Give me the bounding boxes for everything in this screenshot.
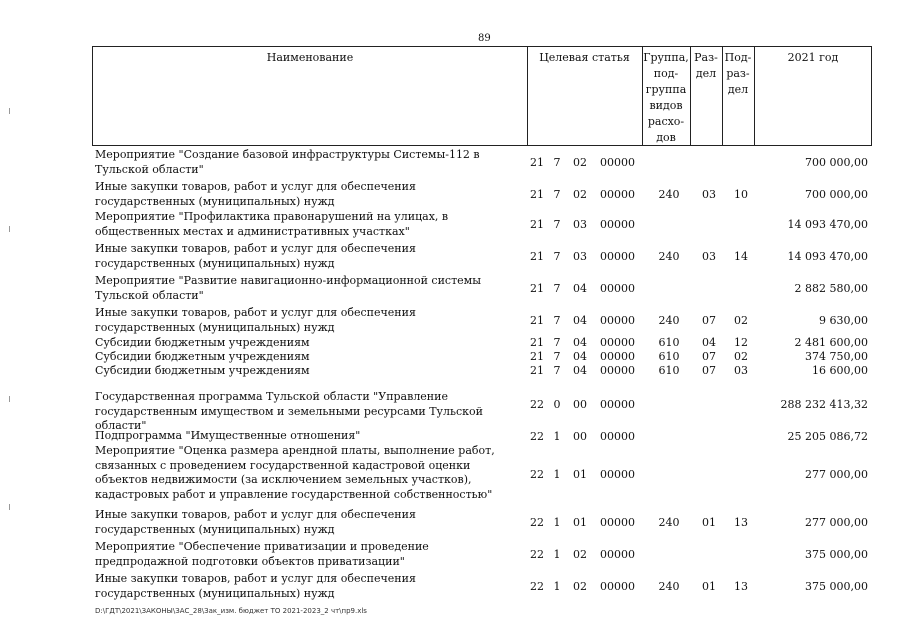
row-amount: 288 232 413,32	[780, 398, 868, 411]
row-amount: 14 093 470,00	[787, 218, 868, 231]
header-section: Раз- дел	[694, 51, 718, 80]
row-code-sec: 03	[702, 188, 716, 201]
row-code-c1: 21	[530, 314, 544, 327]
row-amount: 14 093 470,00	[787, 250, 868, 263]
row-amount: 375 000,00	[805, 580, 868, 593]
row-code-c3: 03	[573, 250, 587, 263]
row-code-c2: 7	[553, 314, 561, 327]
row-code-sec: 01	[702, 580, 716, 593]
row-code-c1: 21	[530, 282, 544, 295]
row-name: Мероприятие "Оценка размера арендной платы, выполнение работ, связанных с проведением государственной кадастровой оценки объектов недвижимости (за исключением земельных участков), кадастровых работ и управление государственной собственностью"	[95, 444, 495, 501]
row-code-c1: 22	[530, 398, 544, 411]
row-code-c2: 7	[553, 282, 561, 295]
row-name: Иные закупки товаров, работ и услуг для обеспечения государственных (муниципальных) нужд	[95, 572, 416, 600]
row-code-c3: 04	[573, 336, 587, 349]
row-name: Субсидии бюджетным учреждениям	[95, 364, 310, 377]
header-name: Наименование	[266, 51, 354, 64]
row-code-c4: 00000	[600, 580, 635, 593]
row-code-c2: 7	[553, 250, 561, 263]
margin-mark	[9, 504, 10, 510]
table-row	[95, 350, 870, 364]
row-code-c3: 00	[573, 398, 587, 411]
row-code-c1: 21	[530, 188, 544, 201]
table-row	[95, 180, 870, 210]
header-group: Группа, под- группа видов расхо- дов	[643, 51, 689, 144]
table-row	[95, 242, 870, 272]
row-code-sec: 01	[702, 516, 716, 529]
header-subsection: Под- раз- дел	[724, 51, 752, 96]
table-row	[95, 429, 870, 444]
row-code-sec: 04	[702, 336, 716, 349]
row-name: Иные закупки товаров, работ и услуг для обеспечения государственных (муниципальных) нужд	[95, 508, 416, 536]
table-row	[95, 274, 870, 304]
row-code-sec: 07	[702, 350, 716, 363]
row-code-c3: 04	[573, 350, 587, 363]
row-code-c4: 00000	[600, 398, 635, 411]
row-code-sub: 10	[734, 188, 748, 201]
row-code-c4: 00000	[600, 336, 635, 349]
file-path-footer: D:\ГДТ\2021\ЗАКОНЫ\ЗАС_28\Зак_изм. бюджет ТО 2021-2023_2 чт\пр9.xls	[95, 607, 367, 615]
row-code-c2: 1	[553, 580, 561, 593]
margin-mark	[9, 108, 10, 114]
row-code-grp: 610	[658, 350, 680, 363]
table-row	[95, 210, 870, 240]
page-number: 89	[478, 33, 491, 44]
row-code-c4: 00000	[600, 350, 635, 363]
row-code-c2: 1	[553, 430, 561, 443]
table-row	[95, 444, 870, 506]
row-code-grp: 240	[658, 516, 680, 529]
table-row	[95, 148, 870, 178]
row-code-sec: 07	[702, 364, 716, 377]
row-code-grp: 240	[658, 580, 680, 593]
row-code-c1: 22	[530, 430, 544, 443]
row-name: Мероприятие "Обеспечение приватизации и проведение предпродажной подготовки объектов приватизации"	[95, 540, 429, 568]
row-code-sub: 12	[734, 336, 748, 349]
row-code-c3: 02	[573, 188, 587, 201]
row-name: Иные закупки товаров, работ и услуг для обеспечения государственных (муниципальных) нужд	[95, 242, 416, 270]
row-amount: 700 000,00	[805, 156, 868, 169]
row-amount: 9 630,00	[819, 314, 868, 327]
row-code-c1: 21	[530, 250, 544, 263]
row-code-c3: 02	[573, 580, 587, 593]
row-amount: 700 000,00	[805, 188, 868, 201]
row-amount: 16 600,00	[812, 364, 868, 377]
row-code-c3: 04	[573, 282, 587, 295]
row-code-c2: 7	[553, 364, 561, 377]
row-code-c1: 21	[530, 336, 544, 349]
row-name: Подпрограмма "Имущественные отношения"	[95, 429, 361, 442]
header-year: 2021 год	[787, 51, 839, 64]
row-amount: 277 000,00	[805, 516, 868, 529]
row-name: Мероприятие "Развитие навигационно-информационной системы Тульской области"	[95, 274, 481, 302]
row-code-c3: 03	[573, 218, 587, 231]
row-amount: 375 000,00	[805, 548, 868, 561]
row-code-sub: 14	[734, 250, 748, 263]
row-code-grp: 610	[658, 364, 680, 377]
row-code-c4: 00000	[600, 188, 635, 201]
table-row	[95, 306, 870, 336]
row-code-c2: 7	[553, 218, 561, 231]
row-code-sub: 02	[734, 350, 748, 363]
table-row	[95, 390, 870, 432]
row-code-sub: 03	[734, 364, 748, 377]
row-name: Иные закупки товаров, работ и услуг для обеспечения государственных (муниципальных) нужд	[95, 180, 416, 208]
row-code-c3: 02	[573, 548, 587, 561]
row-code-sub: 13	[734, 516, 748, 529]
row-code-c2: 1	[553, 468, 561, 481]
row-amount: 25 205 086,72	[787, 430, 868, 443]
row-code-c2: 1	[553, 548, 561, 561]
row-code-c3: 00	[573, 430, 587, 443]
row-code-c3: 04	[573, 314, 587, 327]
row-code-sec: 07	[702, 314, 716, 327]
row-code-c3: 02	[573, 156, 587, 169]
table-header	[92, 46, 872, 146]
row-code-c3: 01	[573, 516, 587, 529]
row-code-c4: 00000	[600, 156, 635, 169]
row-code-c4: 00000	[600, 282, 635, 295]
row-code-c2: 7	[553, 350, 561, 363]
row-code-grp: 610	[658, 336, 680, 349]
row-code-c2: 7	[553, 336, 561, 349]
row-code-sec: 03	[702, 250, 716, 263]
table-row	[95, 508, 870, 538]
row-code-c4: 00000	[600, 548, 635, 561]
row-code-c1: 21	[530, 350, 544, 363]
row-code-c3: 01	[573, 468, 587, 481]
row-name: Иные закупки товаров, работ и услуг для обеспечения государственных (муниципальных) нужд	[95, 306, 416, 334]
row-name: Государственная программа Тульской области "Управление государственным имуществом и земельными ресурсами Тульской области"	[95, 390, 483, 432]
row-name: Субсидии бюджетным учреждениям	[95, 336, 310, 349]
row-code-sub: 13	[734, 580, 748, 593]
row-code-c4: 00000	[600, 430, 635, 443]
margin-mark	[9, 226, 10, 232]
row-amount: 374 750,00	[805, 350, 868, 363]
row-code-c2: 1	[553, 516, 561, 529]
row-code-c4: 00000	[600, 364, 635, 377]
row-code-c4: 00000	[600, 468, 635, 481]
table-row	[95, 540, 870, 570]
row-code-c2: 7	[553, 156, 561, 169]
row-code-c4: 00000	[600, 314, 635, 327]
row-code-c1: 22	[530, 516, 544, 529]
table-row	[95, 336, 870, 350]
row-code-c4: 00000	[600, 516, 635, 529]
row-code-c1: 21	[530, 364, 544, 377]
row-code-c1: 21	[530, 156, 544, 169]
row-amount: 2 481 600,00	[794, 336, 868, 349]
table-row	[95, 572, 870, 602]
row-code-c4: 00000	[600, 218, 635, 231]
row-name: Мероприятие "Создание базовой инфраструктуры Системы-112 в Тульской области"	[95, 148, 480, 176]
table-row	[95, 364, 870, 378]
row-code-c3: 04	[573, 364, 587, 377]
header-target-article: Целевая статья	[539, 51, 630, 64]
margin-mark	[9, 396, 10, 402]
row-code-sub: 02	[734, 314, 748, 327]
row-name: Субсидии бюджетным учреждениям	[95, 350, 310, 363]
row-code-c1: 21	[530, 218, 544, 231]
row-code-c2: 7	[553, 188, 561, 201]
row-code-c2: 0	[553, 398, 561, 411]
row-code-c1: 22	[530, 580, 544, 593]
row-amount: 277 000,00	[805, 468, 868, 481]
row-amount: 2 882 580,00	[794, 282, 868, 295]
row-code-c1: 22	[530, 468, 544, 481]
row-name: Мероприятие "Профилактика правонарушений на улицах, в общественных местах и административных участках"	[95, 210, 449, 238]
row-code-grp: 240	[658, 250, 680, 263]
row-code-c4: 00000	[600, 250, 635, 263]
row-code-grp: 240	[658, 188, 680, 201]
row-code-grp: 240	[658, 314, 680, 327]
row-code-c1: 22	[530, 548, 544, 561]
